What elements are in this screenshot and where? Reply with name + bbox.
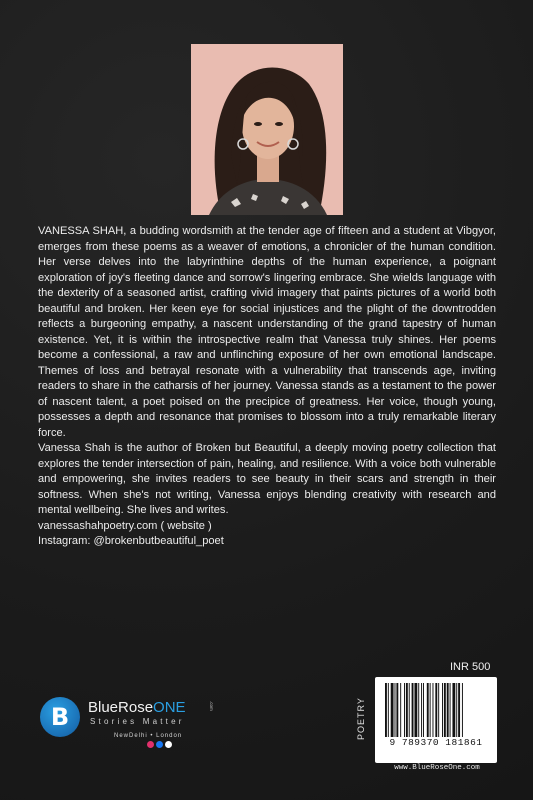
bio-paragraph-2: Vanessa Shah is the author of Broken but Beautiful, a deeply moving poetry collection that explores the tender intersection of pain, healing, and resilience. With a voice both vulnerable and empowering, she invites readers to see beauty in their scars and strength in their softness. When she's not writing, Vanessa enjoys blending creativity with research and mental wellbeing. She lives and writes. — [38, 442, 496, 516]
barcode-bar — [452, 683, 455, 737]
publisher-dotcom: .com — [209, 701, 214, 711]
barcode-bar — [400, 683, 401, 737]
barcode-bar — [447, 683, 449, 737]
genre-label: POETRY — [356, 697, 366, 740]
publisher-name — [88, 699, 214, 716]
barcode-bar — [412, 683, 414, 737]
publisher-tagline: Stories Matter — [90, 717, 185, 726]
barcode-bar — [442, 683, 443, 737]
logo-letter: B — [50, 703, 70, 731]
barcode-bar — [404, 683, 405, 737]
barcode-bar — [427, 683, 429, 737]
instagram-icon[interactable] — [147, 741, 154, 748]
author-bio — [38, 224, 496, 550]
barcode-bar — [456, 683, 457, 737]
barcode-bar — [458, 683, 460, 737]
website-link[interactable]: vanessashahpoetry.com ( website ) — [38, 519, 212, 532]
barcode-bar — [438, 683, 439, 737]
price-label: INR 500 — [450, 661, 491, 673]
barcode-bar — [421, 683, 422, 737]
barcode-bar — [435, 683, 437, 737]
barcode-bar — [430, 683, 431, 737]
barcode-bar — [418, 683, 419, 737]
barcode-bar — [462, 683, 463, 737]
isbn-number: 9 789370 181861 — [389, 737, 483, 748]
barcode-bar — [395, 683, 396, 737]
publisher-name-main: BlueRose — [88, 699, 154, 716]
barcode-bar — [450, 683, 451, 737]
instagram-handle[interactable]: Instagram: @brokenbutbeautiful_poet — [38, 535, 224, 547]
bio-paragraph-1: VANESSA SHAH, a budding wordsmith at the tender age of fifteen and a student at Vibgyor, emerges from these poems as a weaver of emotions, a chronicler of the human condition. Her verse delves into the labyrinthine depths of the human experience, a poignant exploration of joy's fleeting dance and sorrow's lingering embrace. She wields language with the dexterity of a seasoned artist, crafting vivid imagery that paints pictures of a world both beautiful and broken. Her keen eye for social injustices and the plight of the downtrodden reflects a burgeoning empathy, a nascent understanding of the grand tapestry of human existence. Yet, it is within the introspective realm that Vanessa truly shines. Her poems become a confessional, a raw and unflinching exposure of her own emotional landscape. Themes of loss and betrayal resonate with a vulnerability that transcends age, inviting readers to share in the catharsis of her journey. Vanessa stands as a testament to the power of nascent talent, a poet poised on the precipice of greatness. Her voice, though young, possesses a depth and resonance that promises to blossom into a truly remarkable literary force. — [38, 225, 496, 439]
author-photo — [191, 44, 343, 215]
barcode-bars — [383, 683, 489, 737]
barcode-bar — [388, 683, 389, 737]
isbn-barcode — [375, 677, 497, 763]
barcode-bar — [433, 683, 434, 737]
facebook-icon[interactable] — [156, 741, 163, 748]
publisher-logo-icon — [40, 697, 80, 737]
barcode-bar — [385, 683, 387, 737]
barcode-bar — [409, 683, 410, 737]
barcode-bar — [396, 683, 398, 737]
publisher-name-accent: ONE — [153, 699, 186, 716]
author-portrait-illustration — [191, 44, 343, 215]
publisher-url[interactable]: www.BlueRoseOne.com — [394, 764, 480, 772]
barcode-bar — [414, 683, 417, 737]
x-icon[interactable] — [165, 741, 172, 748]
barcode-bar — [423, 683, 424, 737]
social-icons — [147, 741, 172, 748]
barcode-bar — [444, 683, 446, 737]
publisher-cities: NewDelhi • London — [114, 733, 183, 739]
barcode-bar — [391, 683, 394, 737]
barcode-bar — [406, 683, 408, 737]
